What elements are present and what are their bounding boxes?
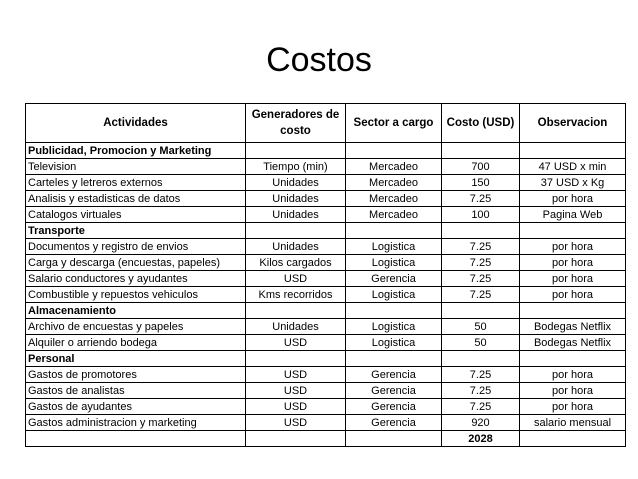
cell-actividad: Gastos de ayudantes	[26, 399, 246, 415]
cell-sector: Gerencia	[346, 415, 442, 431]
empty-cell	[520, 223, 626, 239]
empty-cell	[346, 351, 442, 367]
header-actividades: Actividades	[26, 104, 246, 143]
cell-costo: 7.25	[442, 367, 520, 383]
cell-sector: Mercadeo	[346, 175, 442, 191]
cell-generador: USD	[246, 271, 346, 287]
total-cost: 2028	[442, 431, 520, 447]
section-row	[26, 351, 626, 367]
table-row	[26, 415, 626, 431]
empty-cell	[346, 143, 442, 159]
cell-actividad: Analisis y estadisticas de datos	[26, 191, 246, 207]
cell-costo: 150	[442, 175, 520, 191]
section-row	[26, 143, 626, 159]
header-sector: Sector a cargo	[346, 104, 442, 143]
cell-generador: Unidades	[246, 239, 346, 255]
cell-observacion: por hora	[520, 383, 626, 399]
empty-cell	[520, 431, 626, 447]
cell-generador: Tiempo (min)	[246, 159, 346, 175]
costs-table	[25, 103, 626, 447]
cell-sector: Logistica	[346, 239, 442, 255]
cell-sector: Mercadeo	[346, 207, 442, 223]
cell-observacion: 47 USD x min	[520, 159, 626, 175]
cell-generador: USD	[246, 335, 346, 351]
table-row	[26, 367, 626, 383]
table-body	[26, 143, 626, 447]
table-row	[26, 239, 626, 255]
empty-cell	[246, 303, 346, 319]
cell-sector: Mercadeo	[346, 159, 442, 175]
cell-sector: Logistica	[346, 319, 442, 335]
table-row	[26, 207, 626, 223]
cell-actividad: Documentos y registro de envios	[26, 239, 246, 255]
cell-actividad: Carga y descarga (encuestas, papeles)	[26, 255, 246, 271]
empty-cell	[520, 351, 626, 367]
empty-cell	[246, 143, 346, 159]
table-row	[26, 255, 626, 271]
cell-costo: 7.25	[442, 255, 520, 271]
empty-cell	[346, 223, 442, 239]
cell-costo: 7.25	[442, 271, 520, 287]
cell-generador: Kms recorridos	[246, 287, 346, 303]
cell-actividad: Gastos administracion y marketing	[26, 415, 246, 431]
empty-cell	[346, 303, 442, 319]
cell-observacion: Bodegas Netflix	[520, 335, 626, 351]
empty-cell	[520, 143, 626, 159]
cell-generador: Unidades	[246, 319, 346, 335]
cell-costo: 100	[442, 207, 520, 223]
cell-generador: Unidades	[246, 175, 346, 191]
total-row	[26, 431, 626, 447]
cell-sector: Gerencia	[346, 383, 442, 399]
cell-actividad: Gastos de analistas	[26, 383, 246, 399]
cell-costo: 7.25	[442, 239, 520, 255]
table-row	[26, 271, 626, 287]
cell-generador: USD	[246, 367, 346, 383]
cell-observacion: por hora	[520, 239, 626, 255]
cell-actividad: Alquiler o arriendo bodega	[26, 335, 246, 351]
cell-actividad: Archivo de encuestas y papeles	[26, 319, 246, 335]
cell-actividad: Combustible y repuestos vehiculos	[26, 287, 246, 303]
empty-cell	[246, 351, 346, 367]
empty-cell	[442, 223, 520, 239]
header-costo: Costo (USD)	[442, 104, 520, 143]
cell-sector: Gerencia	[346, 367, 442, 383]
empty-cell	[442, 303, 520, 319]
cell-generador: USD	[246, 383, 346, 399]
cell-costo: 7.25	[442, 191, 520, 207]
cell-actividad: Carteles y letreros externos	[26, 175, 246, 191]
empty-cell	[442, 351, 520, 367]
empty-cell	[26, 431, 246, 447]
cell-observacion: Pagina Web	[520, 207, 626, 223]
cell-generador: Unidades	[246, 207, 346, 223]
table-row	[26, 399, 626, 415]
page-title: Costos	[266, 41, 372, 79]
section-label: Publicidad, Promocion y Marketing	[26, 143, 246, 159]
cell-sector: Logistica	[346, 335, 442, 351]
cell-actividad: Gastos de promotores	[26, 367, 246, 383]
table-row	[26, 191, 626, 207]
empty-cell	[346, 431, 442, 447]
table-row	[26, 319, 626, 335]
cell-sector: Gerencia	[346, 399, 442, 415]
header-generadores: Generadores de costo	[246, 104, 346, 143]
cell-observacion: 37 USD x Kg	[520, 175, 626, 191]
cell-actividad: Catalogos virtuales	[26, 207, 246, 223]
table-row	[26, 287, 626, 303]
section-label: Almacenamiento	[26, 303, 246, 319]
cell-costo: 50	[442, 335, 520, 351]
cell-sector: Gerencia	[346, 271, 442, 287]
cell-costo: 7.25	[442, 287, 520, 303]
section-row	[26, 303, 626, 319]
header-observacion: Observacion	[520, 104, 626, 143]
cell-generador: Unidades	[246, 191, 346, 207]
section-label: Transporte	[26, 223, 246, 239]
cell-costo: 7.25	[442, 383, 520, 399]
cell-costo: 920	[442, 415, 520, 431]
table-row	[26, 383, 626, 399]
cell-observacion: por hora	[520, 271, 626, 287]
cell-observacion: por hora	[520, 287, 626, 303]
empty-cell	[246, 431, 346, 447]
cell-actividad: Salario conductores y ayudantes	[26, 271, 246, 287]
section-label: Personal	[26, 351, 246, 367]
cell-generador: USD	[246, 415, 346, 431]
empty-cell	[520, 303, 626, 319]
cell-actividad: Television	[26, 159, 246, 175]
cell-observacion: Bodegas Netflix	[520, 319, 626, 335]
cell-observacion: por hora	[520, 255, 626, 271]
cell-generador: Kilos cargados	[246, 255, 346, 271]
empty-cell	[442, 143, 520, 159]
cell-observacion: por hora	[520, 367, 626, 383]
cell-observacion: por hora	[520, 399, 626, 415]
cell-observacion: salario mensual	[520, 415, 626, 431]
table-row	[26, 335, 626, 351]
header-row	[26, 104, 626, 143]
table-row	[26, 159, 626, 175]
section-row	[26, 223, 626, 239]
cell-sector: Mercadeo	[346, 191, 442, 207]
table-row	[26, 175, 626, 191]
cell-generador: USD	[246, 399, 346, 415]
cell-observacion: por hora	[520, 191, 626, 207]
empty-cell	[246, 223, 346, 239]
cell-costo: 700	[442, 159, 520, 175]
cell-costo: 50	[442, 319, 520, 335]
cell-sector: Logistica	[346, 287, 442, 303]
cell-sector: Logistica	[346, 255, 442, 271]
cell-costo: 7.25	[442, 399, 520, 415]
